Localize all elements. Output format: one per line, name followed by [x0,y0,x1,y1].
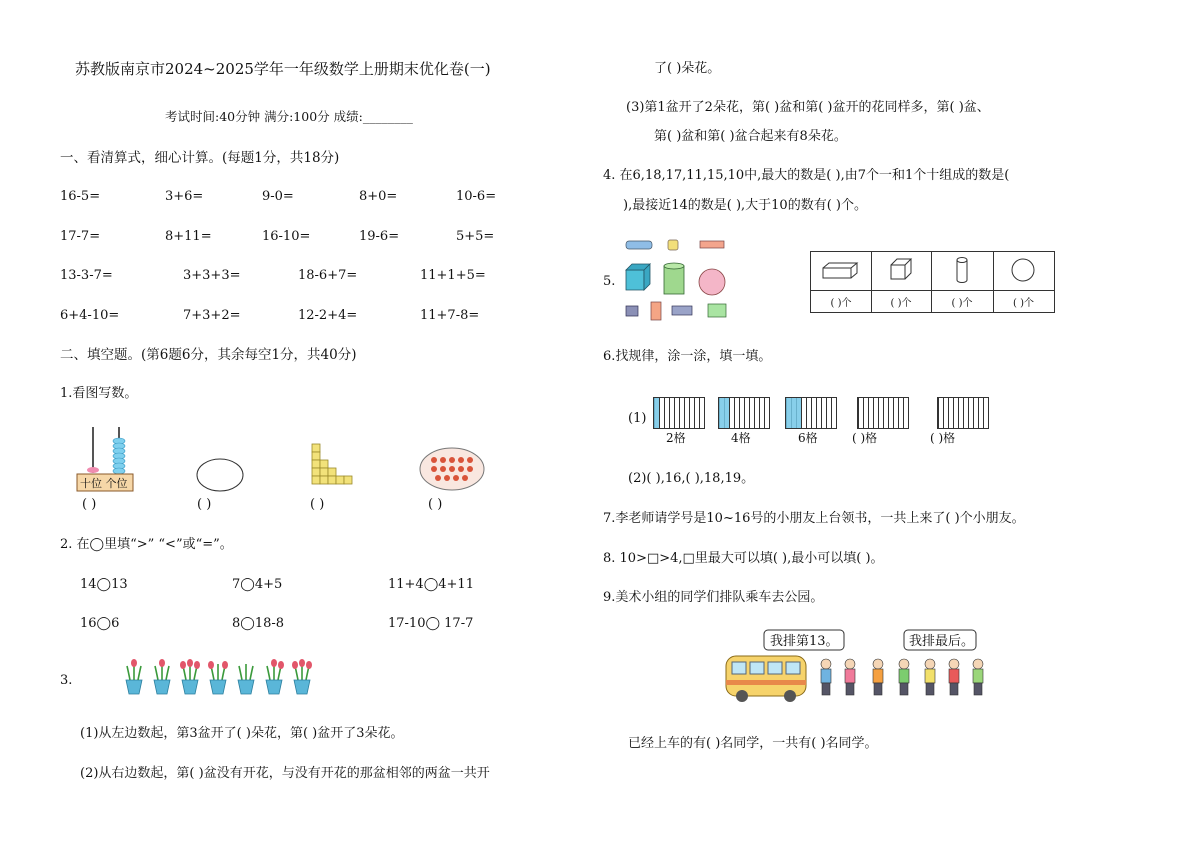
compare-item[interactable]: 7◯4+5 [232,577,283,592]
calc-item: 10-6= [456,189,497,204]
answer-blank[interactable]: ( ) [310,497,325,512]
cube-icon [889,257,915,283]
pattern-grid[interactable] [785,397,837,429]
grid-caption: 2格 [666,431,686,445]
q3-part2: (2)从右边数起，第( )盆没有开花，与没有开花的那盆相邻的两盆一共开 [80,766,490,781]
tens-bundle-image [418,446,486,492]
pattern-grid[interactable] [653,397,705,429]
calc-item: 8+11= [165,229,212,244]
answer-blank[interactable]: ( ) [197,497,212,512]
q3-label: 3. [60,673,73,688]
grid-caption: 4格 [731,431,751,445]
solid-shapes-image [620,234,740,324]
q7-text: 7.李老师请学号是10~16号的小朋友上台领书，一共上来了( )个小朋友。 [603,511,1025,526]
cubes-image [308,442,358,492]
pattern-grid[interactable] [718,397,770,429]
q3-part2-cont: 了( )朵花。 [654,61,721,76]
q1-label: 1.看图写数。 [60,386,138,401]
compare-item[interactable]: 8◯18-8 [232,616,285,631]
q9-label: 9.美术小组的同学们排队乘车去公园。 [603,590,824,605]
calc-item: 9-0= [262,189,294,204]
pattern-grid[interactable] [937,397,989,429]
answer-blank[interactable]: ( ) [82,497,97,512]
compare-item[interactable]: 14◯13 [80,577,128,592]
q8-text: 8. 10>□>4,□里最大可以填( ),最小可以填( )。 [603,551,884,566]
q6-part1: (1) [628,411,647,426]
q6-label: 6.找规律，涂一涂，填一填。 [603,349,772,364]
abacus-label: 十位 个位 [80,477,128,490]
q3-part3: (3)第1盆开了2朵花，第( )盆和第( )盆开的花同样多，第( )盆、 [626,100,990,115]
flower-pots-image [122,656,322,698]
calc-item: 17-7= [60,229,101,244]
cylinder-icon [954,256,970,286]
calc-item: 6+4-10= [60,308,120,323]
q3-part1: (1)从左边数起，第3盆开了( )朵花，第( )盆开了3朵花。 [80,726,404,741]
calc-item: 18-6+7= [298,268,358,283]
shape-count-table [810,251,1055,313]
q6-part2: (2)( ),16,( ),18,19。 [628,471,755,486]
calc-item: 12-2+4= [298,308,358,323]
exam-info: 考试时间:40分钟 满分:100分 成绩:________ [165,109,413,124]
count-blank[interactable]: ( )个 [890,298,912,309]
empty-oval-image [195,457,245,493]
calc-item: 3+3+3= [183,268,241,283]
page-title: 苏教版南京市2024~2025学年一年级数学上册期末优化卷(一) [75,60,491,78]
calc-item: 8+0= [359,189,398,204]
grid-caption: 6格 [798,431,818,445]
count-blank[interactable]: ( )个 [830,298,852,309]
count-blank[interactable]: ( )个 [1013,298,1034,309]
calc-item: 13-3-7= [60,268,113,283]
table-cell-cuboid [811,252,872,312]
q9-answer: 已经上车的有( )名同学，一共有( )名同学。 [628,736,878,751]
compare-item[interactable]: 11+4◯4+11 [388,577,474,592]
calc-item: 19-6= [359,229,400,244]
shaded-cells [719,398,729,428]
sphere-icon [1009,256,1037,284]
table-cell-cube [871,252,932,312]
q2-label: 2. 在◯里填“>” “<”或“=”。 [60,537,233,552]
speech-bubble: 我排第13。 [770,634,839,649]
section2-heading: 二、填空题。(第6题6分，其余每空1分，共40分) [60,347,357,363]
section1-heading: 一、看清算式，细心计算。(每题1分，共18分) [60,150,340,166]
count-blank[interactable]: ( )个 [951,298,973,309]
q5-label: 5. [603,274,616,289]
calc-item: 16-10= [262,229,311,244]
calc-item: 3+6= [165,189,204,204]
calc-item: 11+1+5= [420,268,486,283]
q4-line1: 4. 在6,18,17,11,15,10中,最大的数是( ),由7个一和1个十组成的数是( [603,168,1010,183]
compare-item[interactable]: 16◯6 [80,616,120,631]
shaded-cells [786,398,801,428]
grid-caption[interactable]: ( )格 [852,431,878,445]
q3-part3-cont: 第( )盆和第( )盆合起来有8朵花。 [654,129,847,144]
pattern-grid[interactable] [857,397,909,429]
table-cell-sphere [993,252,1054,312]
calc-item: 16-5= [60,189,101,204]
q4-line2: ),最接近14的数是( ),大于10的数有( )个。 [623,198,867,213]
calc-item: 7+3+2= [183,308,241,323]
grid-caption[interactable]: ( )格 [930,431,956,445]
shaded-cells [654,398,659,428]
cuboid-icon [821,260,861,282]
table-cell-cylinder [931,252,994,312]
answer-blank[interactable]: ( ) [428,497,443,512]
speech-bubble: 我排最后。 [909,634,975,649]
calc-item: 11+7-8= [420,308,480,323]
calc-item: 5+5= [456,229,495,244]
compare-item[interactable]: 17-10◯ 17-7 [388,616,474,631]
